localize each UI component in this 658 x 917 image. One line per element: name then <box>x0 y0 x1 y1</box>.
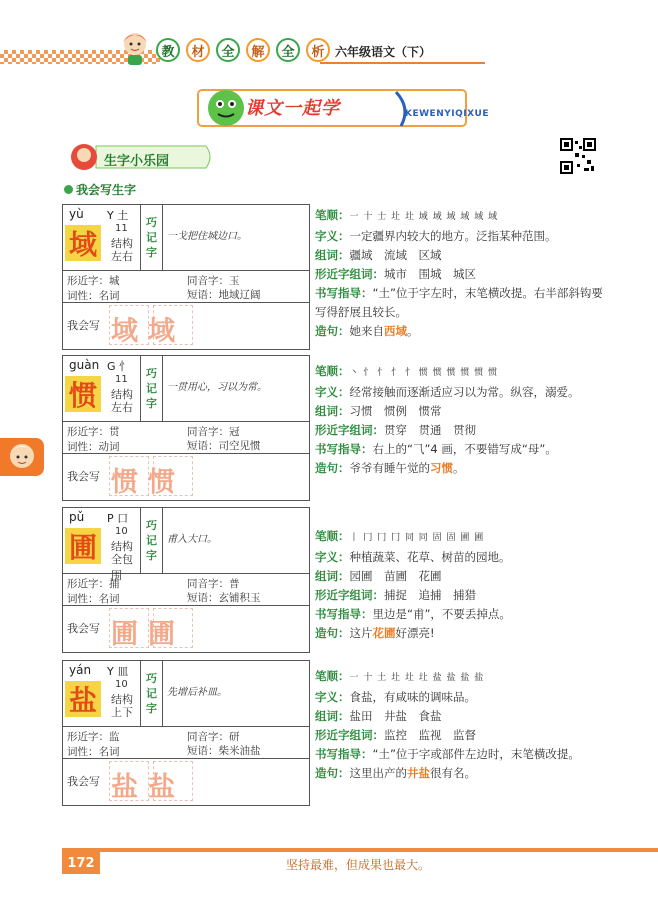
words: 习惯 惯例 惯常 <box>349 404 442 418</box>
homophone: 同音字：玉 <box>187 275 240 287</box>
info-block <box>315 206 605 341</box>
similar-words: 监控 监视 监督 <box>384 728 476 742</box>
structure-label: 结构 <box>111 693 133 706</box>
similar-words-label: 形近字组词： <box>315 267 384 281</box>
sentence-highlight: 习惯 <box>430 461 453 475</box>
similar-char: 形近字：城 <box>67 275 120 287</box>
brand-char: 析 <box>306 38 330 62</box>
info-block <box>315 527 605 643</box>
sentence-highlight: 西域 <box>384 324 407 338</box>
radical: Y 土 <box>107 209 129 222</box>
homophone: 同音字：冠 <box>187 426 240 438</box>
ziyi-label: 字义： <box>315 385 350 399</box>
similar-words-label: 形近字组词： <box>315 728 384 742</box>
qiao-char: 巧 <box>146 216 157 229</box>
stroke-count: 10 <box>115 526 128 537</box>
trace-characters: 圃圃 <box>111 619 185 650</box>
zuci-label: 组词： <box>315 404 350 418</box>
zuci-label: 组词： <box>315 709 350 723</box>
homophone: 同音字：研 <box>187 731 240 743</box>
bishun-label: 笔顺： <box>315 529 350 543</box>
sentence-pre: 爷爷有睡午觉的 <box>349 461 430 475</box>
stroke-count: 11 <box>115 223 128 234</box>
sentence-post: 。 <box>453 461 465 475</box>
sentence-pre: 这片 <box>349 626 373 640</box>
memory-tip-label <box>141 508 163 573</box>
writing-guide-label: 书写指导： <box>315 286 373 300</box>
radical: Y 皿 <box>107 665 129 678</box>
words: 园圃 苗圃 花圃 <box>349 569 442 583</box>
trace-characters: 盐盐 <box>111 772 185 803</box>
pinyin: guàn <box>69 358 100 372</box>
write-label: 我会写 <box>67 622 100 635</box>
pinyin: yù <box>69 207 84 221</box>
qiao-char: 字 <box>146 702 157 715</box>
phrase: 短语：司空见惯 <box>187 440 261 452</box>
bishun-label: 笔顺： <box>315 669 350 683</box>
sentence-label: 造句： <box>315 766 350 780</box>
writing-guide: 右上的“⺄”4 画，不要错写成“母”。 <box>372 442 557 456</box>
stroke-order: 一 十 士 圵 圵 域 域 域 域 域 域 <box>349 212 499 222</box>
banner-subtitle: KEWENYIQIXUE <box>405 109 489 119</box>
sentence-post: 很有名。 <box>430 766 476 780</box>
memory-tip-label <box>141 356 163 421</box>
sentence-pre: 这里出产的 <box>349 766 407 780</box>
stroke-order: 丶 忄 忄 忄 忄 惯 惯 惯 惯 惯 惯 <box>349 368 499 378</box>
similar-char: 形近字：监 <box>67 731 120 743</box>
meaning: 食盐，有咸味的调味品。 <box>349 690 476 704</box>
qiao-char: 字 <box>146 246 157 259</box>
bullet-dot-icon <box>64 185 73 194</box>
sentence-label: 造句： <box>315 461 350 475</box>
section-title: 生字小乐园 <box>104 154 170 169</box>
writing-guide: “土”位于字或部件左边时，末笔横改提。 <box>372 747 580 761</box>
homophone: 同音字：普 <box>187 578 240 590</box>
memory-tip: 先增后补皿。 <box>167 687 227 698</box>
qiao-char: 字 <box>146 549 157 562</box>
brand-logo <box>156 38 330 62</box>
footer-motto: 坚持最难，但成果也最大。 <box>286 858 431 872</box>
similar-words: 城市 围城 城区 <box>384 267 476 281</box>
ziyi-label: 字义： <box>315 690 350 704</box>
main-character: 圃 <box>65 528 101 564</box>
similar-words-label: 形近字组词： <box>315 423 384 437</box>
trace-characters: 域域 <box>111 316 185 347</box>
structure-label: 结构 <box>111 388 133 401</box>
qiao-char: 记 <box>146 382 157 395</box>
similar-words-label: 形近字组词： <box>315 588 384 602</box>
qiao-char: 巧 <box>146 672 157 685</box>
qiao-char: 记 <box>146 687 157 700</box>
structure-label: 结构 <box>111 540 133 553</box>
stroke-count: 10 <box>115 679 128 690</box>
similar-char: 形近字：贯 <box>67 426 120 438</box>
meaning: 种植蔬菜、花草、树苗的园地。 <box>349 550 511 564</box>
part-of-speech: 词性：名词 <box>67 593 120 605</box>
radical: P 口 <box>107 512 129 525</box>
qiao-char: 巧 <box>146 367 157 380</box>
page-number: 172 <box>62 852 100 874</box>
qiao-char: 字 <box>146 397 157 410</box>
brand-char: 解 <box>246 38 270 62</box>
qiao-char: 巧 <box>146 519 157 532</box>
main-character: 盐 <box>65 681 101 717</box>
structure-value: 全包围 <box>111 553 133 582</box>
part-of-speech: 词性：名词 <box>67 290 120 302</box>
part-of-speech: 词性：动词 <box>67 441 120 453</box>
phrase: 短语：柴米油盐 <box>187 745 261 757</box>
stroke-order: 丨 冂 冂 冂 同 同 固 固 圃 圃 <box>349 533 485 543</box>
structure-value: 左右 <box>111 401 133 414</box>
writing-guide-label: 书写指导： <box>315 607 373 621</box>
subsection-title <box>64 181 136 198</box>
char-card <box>62 204 310 350</box>
memory-tip-label <box>141 661 163 726</box>
brand-char: 全 <box>216 38 240 62</box>
memory-tip: 一贯用心，习以为常。 <box>167 382 267 393</box>
structure-value: 上下 <box>111 706 133 719</box>
write-label: 我会写 <box>67 775 100 788</box>
zuci-label: 组词： <box>315 248 350 262</box>
grade-label: 六年级语文（下） <box>335 45 432 59</box>
meaning: 一定疆界内较大的地方。泛指某种范围。 <box>349 229 557 243</box>
sentence-post: 好漂亮! <box>395 626 435 640</box>
phrase: 短语：玄铺积玉 <box>187 592 261 604</box>
girl-mascot-icon <box>118 28 152 66</box>
brand-char: 教 <box>156 38 180 62</box>
memory-tip-label <box>141 205 163 270</box>
pinyin: pǔ <box>69 510 85 524</box>
sentence-post: 。 <box>407 324 419 338</box>
structure-value: 左右 <box>111 250 133 263</box>
main-character: 域 <box>65 225 101 261</box>
similar-words: 贯穿 贯通 贯彻 <box>384 423 476 437</box>
trace-characters: 惯惯 <box>111 467 185 498</box>
info-block <box>315 362 605 478</box>
brand-char: 材 <box>186 38 210 62</box>
memory-tip: 甫入大口。 <box>167 534 217 545</box>
header-divider <box>320 62 485 64</box>
sentence-highlight: 井盐 <box>407 766 430 780</box>
writing-guide: 里边是“甫”，不要丢掉点。 <box>372 607 511 621</box>
words: 盐田 井盐 食盐 <box>349 709 442 723</box>
part-of-speech: 词性：名词 <box>67 746 120 758</box>
writing-guide-label: 书写指导： <box>315 747 373 761</box>
phrase: 短语：地域辽阔 <box>187 289 261 301</box>
zuci-label: 组词： <box>315 569 350 583</box>
stroke-count: 11 <box>115 374 128 385</box>
qr-code-icon <box>560 138 596 174</box>
pinyin: yán <box>69 663 92 677</box>
words: 疆域 流域 区域 <box>349 248 442 262</box>
similar-words: 捕捉 追捕 捕猎 <box>384 588 476 602</box>
subsection-label: 我会写生字 <box>76 183 137 197</box>
footer-divider <box>62 848 658 852</box>
main-character: 惯 <box>65 376 101 412</box>
bishun-label: 笔顺： <box>315 208 350 222</box>
brand-char: 全 <box>276 38 300 62</box>
qiao-char: 记 <box>146 231 157 244</box>
sentence-label: 造句： <box>315 626 350 640</box>
sentence-label: 造句： <box>315 324 350 338</box>
sentence-pre: 她来自 <box>349 324 384 338</box>
structure-label: 结构 <box>111 237 133 250</box>
ziyi-label: 字义： <box>315 229 350 243</box>
qiao-char: 记 <box>146 534 157 547</box>
radical: G 忄 <box>107 360 131 373</box>
write-label: 我会写 <box>67 470 100 483</box>
meaning: 经常接触而逐渐适应习以为常。纵容，溺爱。 <box>349 385 580 399</box>
sentence-highlight: 花圃 <box>372 626 396 640</box>
memory-tip: 一戈把住城边口。 <box>167 231 247 242</box>
ziyi-label: 字义： <box>315 550 350 564</box>
banner-title: 课文一起学 <box>245 98 340 119</box>
char-card <box>62 355 310 501</box>
info-block <box>315 667 605 783</box>
bishun-label: 笔顺： <box>315 364 350 378</box>
char-card <box>62 660 310 806</box>
writing-guide-label: 书写指导： <box>315 442 373 456</box>
write-label: 我会写 <box>67 319 100 332</box>
girl-mascot-icon <box>6 438 38 474</box>
stroke-order: 一 十 土 圵 圵 圵 盐 盐 盐 盐 <box>349 673 485 683</box>
writing-guide: “土”位于字左时，末笔横改提。右半部斜钩要写得舒展且较长。 <box>315 286 603 319</box>
similar-char: 形近字：捕 <box>67 578 120 590</box>
char-card <box>62 507 310 653</box>
